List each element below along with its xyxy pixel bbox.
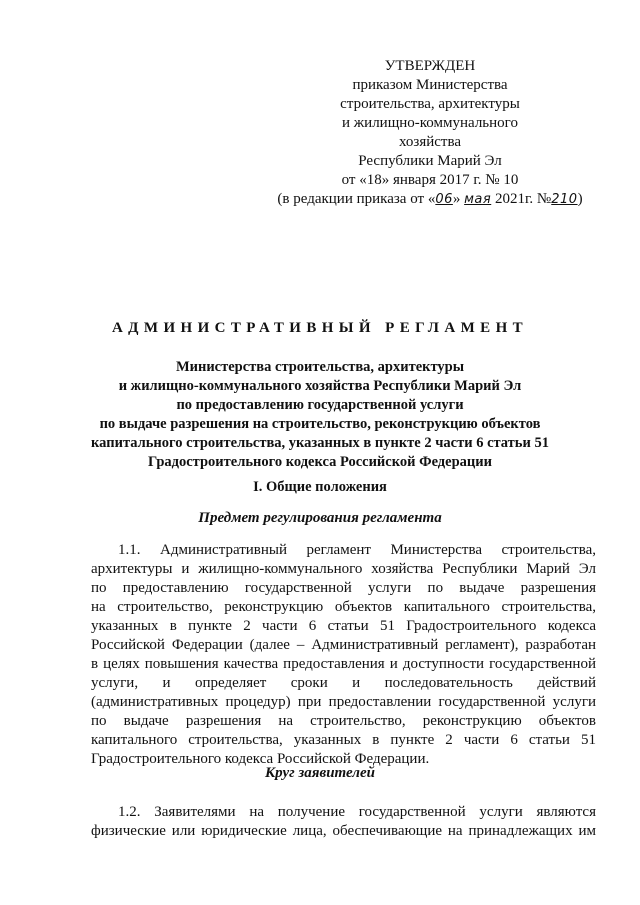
paragraph-line: в целях повышения качества предоставления и доступности государственной: [91, 656, 596, 672]
subtitle-line: по выдаче разрешения на строительство, реконструкцию объектов: [99, 416, 541, 432]
approval-line: УТВЕРЖДЕН: [384, 58, 476, 74]
paragraph-line: на строительство, реконструкцию объектов капитального строительства,: [91, 599, 596, 615]
edition-suffix: ): [577, 191, 583, 207]
subtitle-line: капитального строительства, указанных в пункте 2 части 6 статьи 51: [91, 435, 549, 451]
paragraph-1-2: [91, 803, 596, 841]
edition-prefix: (в редакции приказа от «: [277, 191, 436, 207]
subtitle-line: Министерства строительства, архитектуры: [175, 359, 465, 375]
paragraph-line: Российской Федерации (далее – Административный регламент), разработан: [91, 637, 596, 653]
edition-mid: »: [452, 191, 461, 207]
approval-line: от «18» января 2017 г. № 10: [341, 172, 519, 188]
subtitle-line: по предоставлению государственной услуги: [176, 397, 464, 413]
edition-line: [250, 190, 610, 209]
paragraph-line: 1.1. Административный регламент Министерства строительства,: [118, 542, 596, 558]
approval-line: приказом Министерства: [352, 77, 508, 93]
paragraph-line: указанных в пункте 2 части 6 статьи 51 Градостроительного кодекса: [91, 618, 596, 634]
subtitle-line: Градостроительного кодекса Российской Федерации: [148, 454, 492, 470]
paragraph-1-1: [91, 541, 596, 769]
edition-day-handwritten: 06: [435, 192, 453, 207]
paragraph-line: капитального строительства, указанных в пункте 2 части 6 статьи 51: [91, 732, 596, 748]
approval-line: и жилищно-коммунального: [342, 115, 518, 131]
edition-number-handwritten: 210: [551, 192, 578, 207]
paragraph-line: архитектуры и жилищно-коммунального хозяйства Республики Марий Эл: [91, 561, 596, 577]
paragraph-line: (административных процедур) при предоставлении государственной услуги: [91, 694, 596, 710]
paragraph-line: 1.2. Заявителями на получение государственной услуги являются: [118, 804, 596, 820]
approval-line: строительства, архитектуры: [340, 96, 520, 112]
paragraph-line: по выдаче разрешения на строительство, реконструкцию объектов: [91, 713, 596, 729]
paragraph-line: по предоставлению государственной услуги по выдаче разрешения: [91, 580, 596, 596]
edition-month-handwritten: мая: [464, 192, 492, 207]
subtitle-line: и жилищно-коммунального хозяйства Республики Марий Эл: [118, 378, 522, 394]
document-title: АДМИНИСТРАТИВНЫЙ РЕГЛАМЕНТ: [111, 320, 529, 336]
subheading-regulation-subject: Предмет регулирования регламента: [198, 510, 442, 526]
document-subtitle: [0, 358, 640, 472]
section-heading: I. Общие положения: [253, 479, 387, 495]
paragraph-line: физические или юридические лица, обеспечивающие на принадлежащих им: [91, 823, 596, 839]
approval-block: [250, 57, 610, 209]
subheading-applicants: Круг заявителей: [265, 765, 375, 781]
paragraph-line: услуги, и определяет сроки и последовательность действий: [91, 675, 596, 691]
edition-year: 2021г. №: [494, 191, 552, 207]
paragraph-line: Градостроительного кодекса Российской Федерации.: [91, 751, 430, 767]
approval-line: Республики Марий Эл: [358, 153, 502, 169]
approval-line: хозяйства: [398, 134, 462, 150]
